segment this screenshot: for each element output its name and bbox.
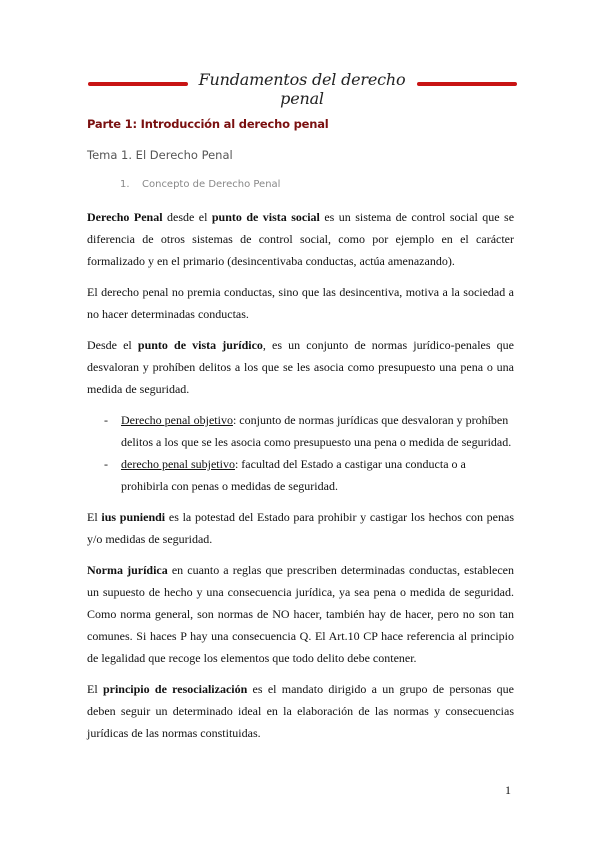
text-run: El — [87, 682, 103, 696]
term-resocializacion: principio de resocialización — [102, 682, 248, 696]
paragraph-premia: El derecho penal no premia conductas, sino que las desincentiva, motiva a la sociedad a no hacer determinadas conductas. — [87, 285, 514, 321]
part-heading: Parte 1: Introducción al derecho penal — [87, 117, 329, 131]
concept-number: 1. — [120, 179, 130, 190]
document-body — [87, 206, 514, 753]
text-run: , es un conjunto de normas jurídico-penales que desvaloran y prohíben delitos a los que se les asocia como presupuesto una pena o una medida de seguridad. — [87, 338, 514, 396]
term-objetivo: Derecho penal objetivo — [121, 413, 233, 427]
paragraph-juridico — [87, 334, 514, 400]
list-item — [87, 453, 514, 497]
concept-title: Concepto de Derecho Penal — [142, 179, 281, 190]
paragraph-social — [87, 206, 514, 272]
definition-list — [87, 409, 514, 497]
text-run: : conjunto de normas jurídicas que desvaloran y prohíben delitos a los que se les asocia como presupuesto una pena o medida de seguridad. — [121, 413, 512, 449]
concept-heading — [120, 179, 280, 190]
term-subjetivo: derecho penal subjetivo — [121, 457, 235, 471]
text-run: es el mandato dirigido a un grupo de personas que deben seguir un determinado ideal en la elaboración de las normas y consecuencias jurídicas de las normas constituidas. — [87, 682, 514, 740]
page-number: 1 — [505, 783, 511, 797]
text-run: es la potestad del Estado para prohibir y castigar los hechos con penas y/o medidas de seguridad. — [87, 510, 515, 546]
topic-heading: Tema 1. El Derecho Penal — [87, 148, 233, 162]
term-punto-juridico: punto de vista jurídico — [137, 338, 263, 352]
bullet-dash: - — [104, 413, 108, 427]
document-header — [0, 70, 599, 108]
header-rule-left — [88, 82, 188, 86]
paragraph-resocializacion — [87, 678, 514, 744]
header-rule-right — [417, 82, 517, 86]
paragraph-norma — [87, 559, 514, 669]
text-run: desde el — [162, 210, 212, 224]
bullet-dash: - — [104, 457, 108, 471]
text-run: Desde el — [87, 338, 138, 352]
list-item — [87, 409, 514, 453]
term-norma-juridica: Norma jurídica — [87, 563, 168, 577]
paragraph-ius-puniendi — [87, 506, 514, 550]
term-punto-social: punto de vista social — [211, 210, 320, 224]
text-run: es un sistema de control social que se diferencia de otros sistemas de control social, como por ejemplo en el carácter formalizado y en el primario (desincentivaba conductas, actúa amenazando). — [87, 210, 515, 268]
term-derecho-penal: Derecho Penal — [87, 210, 163, 224]
term-ius-puniendi: ius puniendi — [101, 510, 166, 524]
text-run: en cuanto a reglas que prescriben determinadas conductas, establecen un supuesto de hecho y una consecuencia jurídica, ya sea pena o medida de seguridad. Como norma general, son normas de NO hacer, también hay de hacer, pero no son tan comunes. Si haces P hay una consecuencia Q. El Art.10 CP hace referencia al principio de legalidad que recoge los elementos que todo delito debe contener. — [87, 563, 515, 665]
document-title: Fundamentos del derecho penal — [198, 70, 406, 108]
text-run: El — [87, 510, 102, 524]
text-run: : facultad del Estado a castigar una conducta o a prohibirla con penas o medidas de seguridad. — [121, 457, 466, 493]
